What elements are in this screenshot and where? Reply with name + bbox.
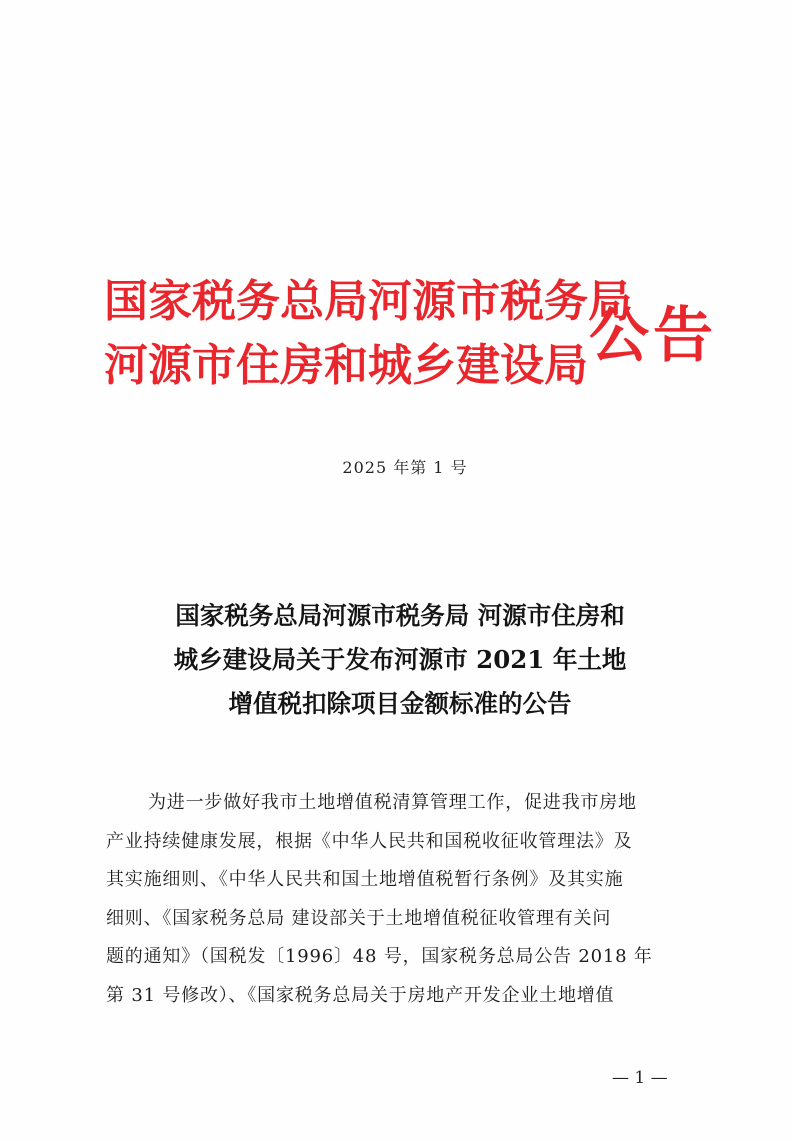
- body-line: 为进一步做好我市土地增值税清算管理工作，促进我市房地: [148, 792, 637, 813]
- title-line-1: 国家税务总局河源市税务局 河源市住房和: [175, 601, 625, 630]
- title-line-3: 增值税扣除项目金额标准的公告: [228, 689, 572, 718]
- page-number: — 1 —: [612, 1068, 668, 1088]
- body-line: 题的通知》（国税发〔1996〕48 号，国家税务总局公告 2018 年: [106, 946, 653, 967]
- issuer-line-1: 国家税务总局河源市税务局: [104, 276, 632, 327]
- body-line: 第 31 号修改）、《国家税务总局关于房地产开发企业土地增值: [106, 984, 615, 1006]
- body-paragraph: [106, 784, 696, 1015]
- body-line: 产业持续健康发展，根据《中华人民共和国税收征收管理法》及: [106, 830, 633, 852]
- body-line: 细则、《国家税务总局 建设部关于土地增值税征收管理有关问: [106, 907, 612, 929]
- document-number: 2025 年第 1 号: [342, 458, 468, 477]
- document-title: [60, 594, 740, 726]
- red-masthead: [104, 268, 717, 408]
- body-line: 其实施细则、《中华人民共和国土地增值税暂行条例》及其实施: [106, 869, 624, 890]
- issuer-line-2: 河源市住房和城乡建设局: [104, 340, 588, 391]
- title-line-2: 城乡建设局关于发布河源市 2021 年土地: [173, 645, 627, 674]
- notice-word: 公告: [589, 301, 717, 371]
